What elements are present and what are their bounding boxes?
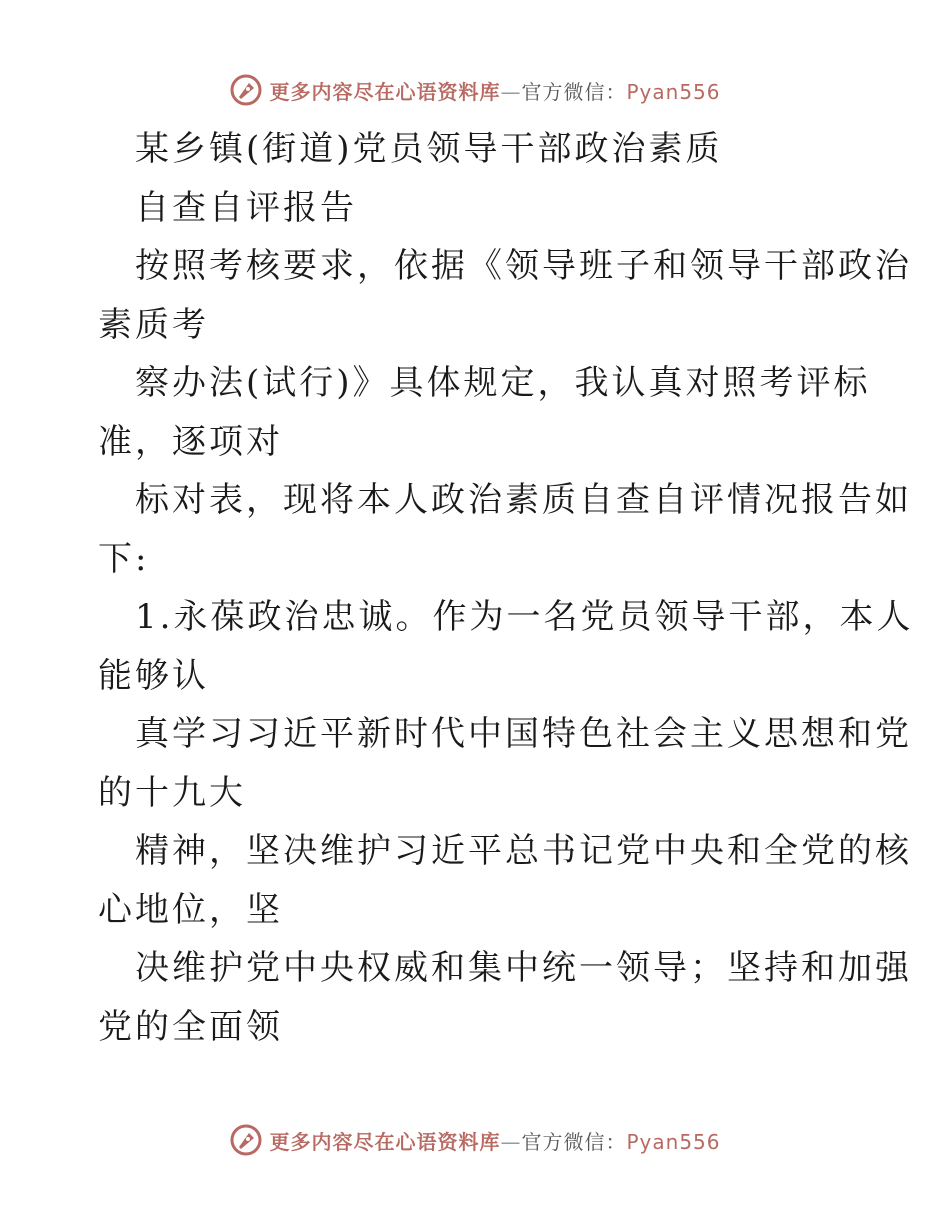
watermark-separator: — (500, 1129, 522, 1154)
footer-watermark (0, 1120, 950, 1160)
paragraph-line: 素质考 (98, 304, 209, 345)
paragraph-line: 精神，坚决维护习近平总书记党中央和全党的核 (135, 831, 912, 871)
watermark-brand: 更多内容尽在心语资料库 (269, 1129, 501, 1154)
paragraph-line: 准，逐项对 (98, 421, 283, 462)
paragraph-line: 按照考核要求，依据《领导班子和领导干部政治 (135, 246, 912, 286)
header-watermark (0, 70, 950, 110)
document-body (98, 120, 914, 1056)
paragraph-line: 1.永葆政治忠诚。作为一名党员领导干部，本人 (135, 597, 914, 637)
paragraph-line: 能够认 (98, 655, 209, 696)
watermark-wechat-id: Pyan556 (626, 1129, 721, 1154)
paragraph-line: 的十九大 (98, 772, 246, 813)
watermark-text (269, 76, 720, 105)
paragraph-line: 决维护党中央权威和集中统一领导；坚持和加强 (135, 948, 912, 988)
document-title-line-2: 自查自评报告 (135, 187, 357, 228)
watermark-wechat-label: 官方微信： (521, 79, 627, 104)
document-title-line-1: 某乡镇(街道)党员领导干部政治素质 (135, 129, 723, 169)
watermark-wechat-label: 官方微信： (521, 1129, 627, 1154)
pen-nib-logo-icon (229, 1123, 263, 1157)
watermark-wechat-id: Pyan556 (626, 79, 721, 104)
watermark-separator: — (500, 79, 522, 104)
paragraph-line: 标对表，现将本人政治素质自查自评情况报告如 (135, 480, 912, 520)
paragraph-line: 心地位，坚 (98, 889, 283, 930)
watermark-brand: 更多内容尽在心语资料库 (269, 79, 501, 104)
watermark-text (269, 1126, 720, 1155)
paragraph-line: 察办法(试行)》具体规定，我认真对照考评标 (135, 363, 871, 403)
pen-nib-logo-icon (229, 73, 263, 107)
paragraph-line: 党的全面领 (98, 1006, 283, 1047)
paragraph-line: 真学习习近平新时代中国特色社会主义思想和党 (135, 714, 912, 754)
paragraph-line: 下: (98, 538, 150, 579)
